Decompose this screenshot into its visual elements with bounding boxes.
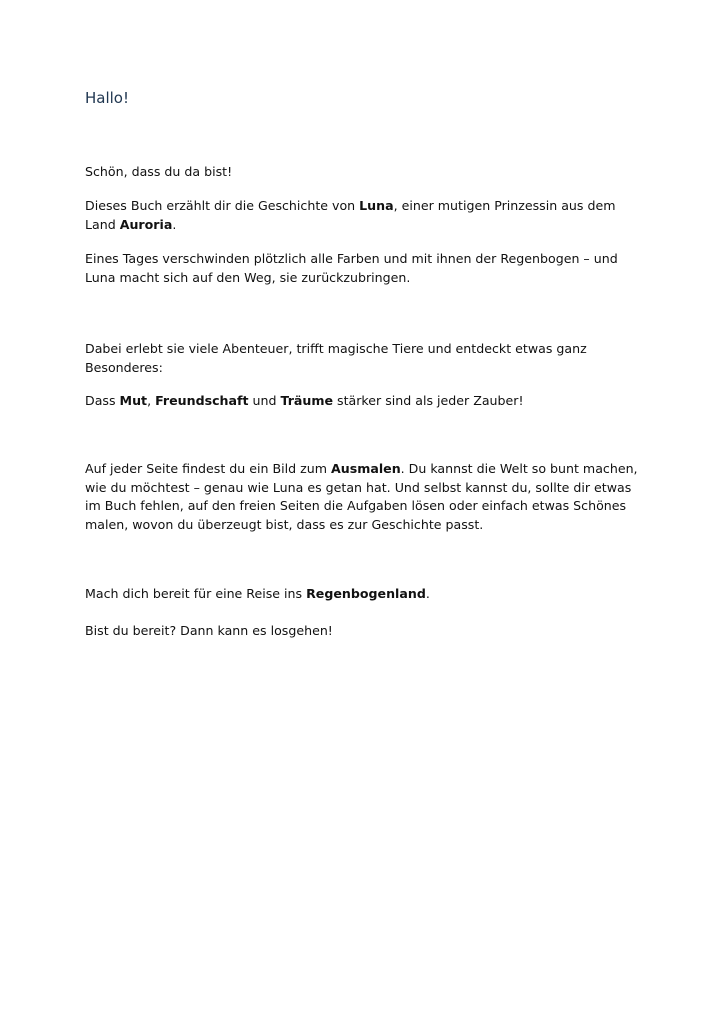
- paragraph-colors-line-1: Eines Tages verschwinden plötzlich alle Farben und mit ihnen der Regenbogen – und: [85, 251, 618, 266]
- paragraph-coloring-line-4: malen, wovon du überzeugt bist, dass es zur Geschichte passt.: [85, 516, 484, 532]
- paragraph-greeting: Schön, dass du da bist!: [85, 164, 233, 179]
- paragraph-colors: [85, 250, 645, 287]
- text: . Du kannst die Welt so bunt machen,: [400, 461, 638, 476]
- paragraph-intro-line-1: [85, 197, 645, 216]
- paragraph-intro-line-2: [85, 216, 645, 235]
- text: Dieses Buch erzählt dir die Geschichte von: [85, 198, 360, 213]
- page-heading: Hallo!: [85, 89, 129, 107]
- bold-text-traeume: Träume: [280, 393, 334, 408]
- text: Mach dich bereit für eine Reise ins: [85, 586, 307, 601]
- paragraph-coloring-line-1: [85, 460, 645, 479]
- bold-text-ausmalen: Ausmalen: [331, 461, 401, 476]
- bold-text-regenbogenland: Regenbogenland: [306, 586, 426, 601]
- paragraph-journey: [85, 585, 645, 604]
- paragraph-adventures-line-2: Besonderes:: [85, 359, 163, 375]
- paragraph-coloring-line-3: im Buch fehlen, auf den freien Seiten die Aufgaben lösen oder einfach etwas Schönes: [85, 498, 627, 513]
- text: Dass: [85, 393, 120, 408]
- paragraph-adventures: [85, 340, 645, 377]
- bold-text-auroria: Auroria: [119, 216, 173, 232]
- paragraph-colors-line-2: Luna macht sich auf den Weg, sie zurückzubringen.: [85, 269, 411, 285]
- paragraph-coloring: [85, 460, 645, 534]
- text: ,: [147, 393, 156, 408]
- paragraph-adventures-line-1: Dabei erlebt sie viele Abenteuer, trifft magische Tiere und entdeckt etwas ganz: [85, 341, 587, 356]
- paragraph-ready: Bist du bereit? Dann kann es losgehen!: [85, 623, 333, 638]
- text: stärker sind als jeder Zauber!: [333, 393, 524, 408]
- text: Land: [85, 216, 120, 232]
- paragraph-values: [85, 392, 645, 411]
- text: und: [248, 393, 281, 408]
- text: Auf jeder Seite findest du ein Bild zum: [85, 461, 332, 476]
- paragraph-coloring-line-2: wie du möchtest – genau wie Luna es getan hat. Und selbst kannst du, sollte dir etwas: [85, 479, 632, 495]
- text: .: [172, 216, 177, 232]
- bold-text-mut: Mut: [119, 393, 148, 408]
- text: .: [425, 586, 430, 601]
- paragraph-intro: [85, 197, 645, 234]
- bold-text-luna: Luna: [359, 198, 394, 213]
- bold-text-freundschaft: Freundschaft: [155, 393, 249, 408]
- text: , einer mutigen Prinzessin aus dem: [393, 198, 616, 213]
